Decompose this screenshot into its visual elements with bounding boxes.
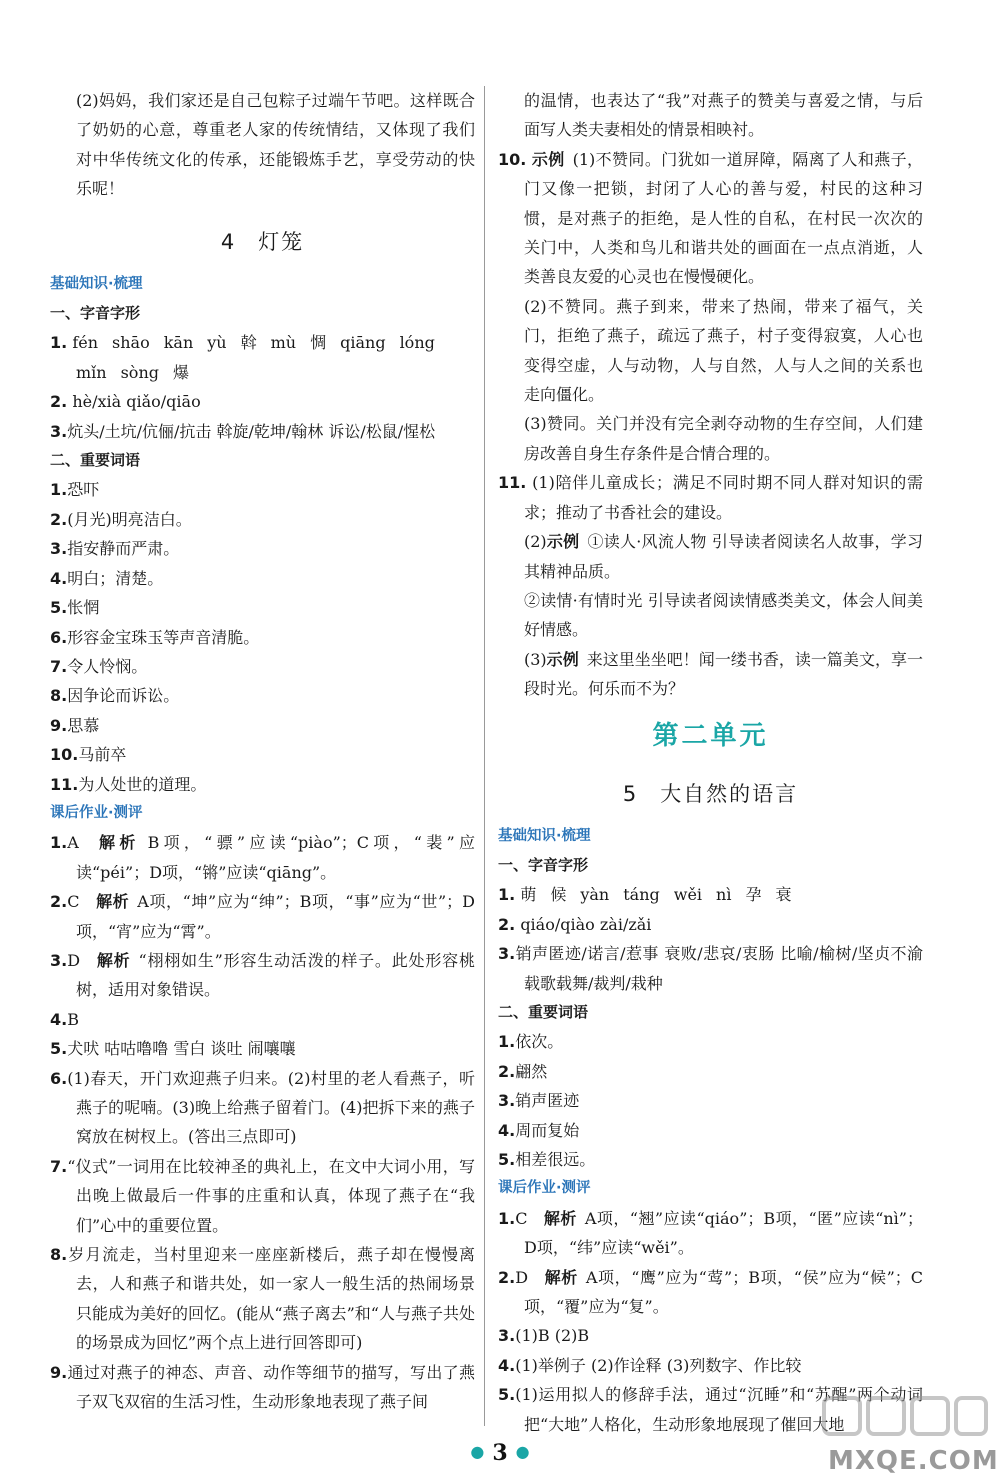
vocab-item: [498, 1057, 923, 1086]
item-number: 1.: [498, 1032, 516, 1052]
pron-item-2: [498, 910, 923, 939]
homework-section-label: 课后作业·测评: [50, 804, 143, 821]
homework-item: [498, 1263, 923, 1322]
item-text: (1)不赞同。门犹如一道屏障，隔离了人和燕子，门又像一把锁，封闭了人心的善与爱，村民的这种习惯，是对燕子的拒绝，是人性的自私，在村民一次次的关门中，人类和鸟儿和谐共处的画面在一点点消逝，人类善良友爱的心灵也在慢慢硬化。: [524, 149, 923, 287]
item-text: hè/xià qiǎo/qiāo: [72, 392, 201, 412]
pron-item-3: [498, 939, 923, 998]
vocab-item: [50, 475, 475, 504]
homework-item: [50, 1005, 475, 1034]
pron-token: nì: [716, 885, 732, 905]
item-text: (1)陪伴儿童成长；满足不同时期不同人群对知识的需求；推动了书香社会的建设。: [524, 473, 923, 522]
item-text: qiáo/qiào zài/zǎi: [520, 914, 652, 934]
item-text: A项，“鹰”应为“莺”；B项，“侯”应为“候”；C项，“覆”应为“复”。: [524, 1267, 923, 1317]
item-number: 7.: [50, 656, 68, 676]
item-text: 翩然: [515, 1061, 548, 1081]
lesson-name: 灯笼: [258, 229, 305, 254]
item-number: 8.: [50, 1245, 68, 1265]
item-number: 5.: [50, 1039, 68, 1059]
pron-token: 衰: [775, 885, 792, 905]
item-number: 8.: [50, 686, 68, 706]
item-text: (1)运用拟人的修辞手法，通过“沉睡”和“苏醒”两个动词把“大地”人格化，生动形象地展现了催回大地: [515, 1385, 923, 1434]
item-text: 周而复始: [515, 1120, 580, 1140]
item-text: ①读人·风流人物 引导读者阅读名人故事，学习其精神品质。: [524, 532, 923, 581]
item-text: B项，“骠”应读“piào”；C项，“裴”应读“péi”；D项，“锵”应读“qiāng”。: [76, 833, 475, 882]
analysis-tag: 解析: [94, 833, 140, 853]
answer-letter: C: [515, 1208, 528, 1228]
item-number: 1.: [50, 833, 68, 853]
item-number: 9.: [50, 1362, 68, 1382]
homework-item: [498, 1351, 923, 1380]
item-text: A项，“坤”应为“绅”；B项，“事”应为“世”；D项，“宵”应为“霄”。: [76, 892, 475, 941]
pron-token: shāo: [112, 333, 150, 353]
answer-11-p1: [498, 468, 923, 527]
pron-token: 斡: [240, 333, 257, 353]
item-text: 为人处世的道理。: [78, 774, 207, 794]
item-text: 指安静而严肃。: [67, 539, 180, 559]
pron-token: sòng: [120, 362, 159, 382]
analysis-tag: 解析: [544, 1267, 578, 1287]
pron-token: yàn: [580, 885, 610, 905]
lesson-number: 5: [622, 781, 639, 806]
pron-item-2: [50, 387, 475, 416]
item-number: 1.: [498, 1208, 516, 1228]
pron-line: [520, 885, 805, 904]
pron-token: qiāng: [340, 333, 386, 353]
lesson-5-title: [498, 766, 923, 822]
item-text: “仪式”一词用在比较神圣的典礼上，在文中大词小用，写出晚上做最后一件事的庄重和认真，体现了燕子在“我们”心中的重要位置。: [67, 1156, 475, 1235]
answer-10-p1: [498, 145, 923, 292]
item-number: 2.: [50, 392, 68, 412]
item-number: 4.: [498, 1355, 516, 1375]
item-text: (1)春天，开门欢迎燕子归来。(2)村里的老人看燕子，听燕子的呢喃。(3)晚上给燕子留着门。(4)把拆下来的燕子窝放在树杈上。(答出三点即可): [67, 1068, 475, 1147]
homework-item: [50, 828, 475, 887]
lesson-4-title: [50, 214, 475, 270]
item-number: 4.: [50, 1009, 68, 1029]
item-text: 思慕: [67, 715, 100, 735]
pron-token: 孕: [745, 885, 762, 905]
homework-item: [50, 1034, 475, 1063]
pron-token: lóng: [399, 333, 435, 353]
pron-token: 候: [550, 885, 567, 905]
intro-paragraph: (2)妈妈，我们家还是自己包粽子过端午节吧。这样既合了奶奶的心意，尊重老人家的传统情结，又体现了我们对中华传统文化的传承，还能锻炼手艺，享受劳动的快乐呢！: [76, 91, 475, 199]
homework-item: [50, 1240, 475, 1358]
item-text: 依次。: [515, 1032, 564, 1052]
vocab-item: [50, 534, 475, 563]
item-text: 形容金宝珠玉等声音清脆。: [67, 627, 260, 647]
lesson-number: 4: [220, 229, 237, 254]
example-tag: 示例: [546, 532, 580, 552]
pron-item-1: [50, 328, 475, 357]
pron-line-1: [72, 333, 449, 352]
item-number: 2.: [50, 509, 68, 529]
answer-letter: C: [67, 892, 80, 912]
item-number: 10.: [50, 745, 79, 765]
analysis-tag: 解析: [543, 1208, 577, 1228]
pron-line-2: [50, 358, 475, 387]
pron-token: mù: [270, 333, 297, 353]
example-tag: 示例: [531, 149, 565, 169]
vocab-item: [498, 1086, 923, 1115]
subheading-pronunciation: 一、字音字形: [50, 304, 141, 323]
item-text: 通过对燕子的神态、声音、动作等细节的描写，写出了燕子双飞双宿的生活习性，生动形象地表现了燕子间: [67, 1362, 475, 1412]
item-number: 2.: [498, 1061, 516, 1081]
continued-answer-9: 的温情，也表达了“我”对燕子的赞美与喜爱之情，与后面写人类夫妻相处的情景相映衬。: [524, 91, 923, 140]
pron-token: 惆: [310, 333, 327, 353]
vocab-item: [50, 593, 475, 622]
vocab-item: [498, 1145, 923, 1174]
homework-item: [498, 1204, 923, 1263]
homework-item: [50, 946, 475, 1005]
item-number: 6.: [50, 627, 68, 647]
item-text: 岁月流走，当村里迎来一座座新楼后，燕子却在慢慢离去，人和燕子和谐共处，如一家人一般生活的热闹场景只能成为美好的回忆。(能从“燕子离去”和“人与燕子共处的场景成为回忆”两个点上进行回答即可): [67, 1245, 475, 1353]
pron-item-3: [50, 417, 475, 446]
item-number: 5.: [50, 598, 68, 618]
item-text: 来这里坐坐吧！闻一缕书香，读一篇美文，享一段时光。何乐而不为？: [524, 649, 923, 699]
vocab-item: [50, 505, 475, 534]
item-text: 犬吠 咕咕噜噜 雪白 谈吐 闹嚷嚷: [67, 1039, 296, 1059]
item-number: 1.: [498, 885, 516, 905]
example-tag: 示例: [546, 649, 579, 669]
item-text: A项，“翘”应读“qiáo”；B项，“匿”应读“nì”；D项，“纬”应读“wěi”。: [524, 1208, 923, 1258]
answer-letter: A: [67, 833, 79, 853]
item-number: 5.: [498, 1150, 516, 1169]
item-number: 2.: [50, 892, 68, 912]
item-text: 怅惘: [67, 598, 100, 618]
item-text: 明白；清楚。: [67, 568, 164, 588]
homework-item: [50, 1358, 475, 1417]
vocab-item: [50, 740, 475, 769]
item-number: 3.: [50, 950, 68, 970]
basics-section-label: 基础知识·梳理: [498, 827, 591, 844]
left-column: [50, 86, 475, 1416]
item-number: 4.: [50, 568, 68, 588]
pron-token: wěi: [673, 885, 703, 905]
item-number: 3.: [50, 539, 68, 559]
watermark-text: MXQE.COM: [828, 1446, 999, 1476]
item-text: (月光)明亮洁白。: [67, 509, 192, 529]
item-number: 5.: [498, 1385, 516, 1405]
item-number: 1.: [50, 480, 68, 500]
homework-item: [498, 1321, 923, 1350]
sub-number: (2): [524, 532, 547, 552]
column-divider: [484, 86, 485, 1426]
item-number: 11.: [498, 473, 527, 493]
item-number: 6.: [50, 1068, 68, 1088]
analysis-tag: 解析: [96, 950, 131, 970]
item-number: 3.: [498, 944, 516, 964]
item-number: 3.: [498, 1091, 516, 1111]
item-number: 1.: [50, 333, 68, 353]
answer-11-p3: ②读情·有情时光 引导读者阅读情感类美文，体会人间美好情感。: [524, 590, 923, 640]
item-number: 10.: [498, 149, 527, 169]
dot-icon: ●: [470, 1442, 485, 1461]
item-text: 相差很远。: [515, 1150, 596, 1169]
unit-title: 第二单元: [652, 720, 769, 751]
vocab-list: [50, 475, 475, 798]
pron-token: táng: [623, 885, 660, 905]
pron-token: 萌: [520, 885, 537, 905]
pron-token: fén: [72, 333, 99, 353]
vocab-item: [498, 1116, 923, 1145]
vocab-item: [498, 1027, 923, 1056]
vocab-item: [50, 564, 475, 593]
homework-section-label: 课后作业·测评: [498, 1180, 591, 1197]
pron-token: yù: [207, 333, 227, 353]
item-number: 4.: [498, 1120, 516, 1140]
item-text: 令人怜悯。: [67, 656, 148, 676]
subheading-pronunciation: 一、字音字形: [498, 855, 589, 874]
homework-list: [50, 828, 475, 1416]
lesson-name: 大自然的语言: [660, 781, 799, 806]
answer-letter: D: [67, 950, 81, 970]
homework-item: [50, 1064, 475, 1152]
item-text: 因争论而诉讼。: [67, 686, 180, 706]
item-text: 销声匿迹/诺言/惹事 衰败/悲哀/衷肠 比喻/榆树/坚贞不渝 载歌载舞/裁判/栽种: [515, 944, 923, 993]
page-number-value: 3: [492, 1440, 508, 1466]
item-number: 3.: [50, 421, 68, 441]
vocab-item: [50, 711, 475, 740]
answer-11-p2: [498, 527, 923, 586]
vocab-item: [50, 770, 475, 799]
item-number: 11.: [50, 774, 79, 794]
item-text: 马前卒: [78, 745, 127, 765]
item-text: (1)B (2)B: [515, 1326, 590, 1346]
basics-section-label: 基础知识·梳理: [50, 275, 143, 292]
item-number: 9.: [50, 715, 68, 735]
right-column: [498, 86, 923, 1439]
homework-item: [50, 887, 475, 946]
answer-10-p2: (2)不赞同。燕子到来，带来了热闹，带来了福气，关门，拒绝了燕子，疏远了燕子，村子变得寂寞，人心也变得空虚，人与动物，人与自然，人与人之间的关系也走向僵化。: [524, 296, 923, 405]
pron-token: kān: [163, 333, 194, 353]
item-text: 恐吓: [67, 480, 100, 500]
item-number: 3.: [498, 1326, 516, 1346]
pron-item-1: [498, 880, 923, 909]
item-text: “栩栩如生”形容生动活泼的样子。此处形容桃树，适用对象错误。: [76, 950, 475, 1000]
vocab-item: [50, 652, 475, 681]
subheading-vocabulary: 二、重要词语: [498, 1002, 589, 1021]
analysis-tag: 解析: [95, 892, 130, 912]
item-text: 销声匿迹: [515, 1091, 580, 1111]
subheading-vocabulary: 二、重要词语: [50, 451, 141, 470]
sub-number: (3): [524, 649, 547, 669]
homework-item: [50, 1152, 475, 1240]
pron-token: 爆: [172, 362, 189, 382]
dot-icon: ●: [515, 1442, 530, 1461]
answer-letter: B: [67, 1009, 79, 1029]
vocab-list: [498, 1027, 923, 1174]
vocab-item: [50, 623, 475, 652]
item-number: 2.: [498, 914, 516, 934]
vocab-item: [50, 681, 475, 710]
answer-10-p3: (3)赞同。关门并没有完全剥夺动物的生存空间，人们建房改善自身生存条件是合情合理的。: [524, 414, 923, 463]
answer-11-p4: [498, 645, 923, 704]
answer-letter: D: [515, 1267, 529, 1287]
item-text: 炕头/土坑/伉俪/抗击 斡旋/乾坤/翰林 诉讼/松鼠/惺松: [67, 421, 436, 441]
item-number: 7.: [50, 1156, 68, 1176]
item-number: 2.: [498, 1267, 516, 1287]
item-text: (1)举例子 (2)作诠释 (3)列数字、作比较: [515, 1355, 802, 1375]
pron-token: mǐn: [76, 362, 107, 382]
